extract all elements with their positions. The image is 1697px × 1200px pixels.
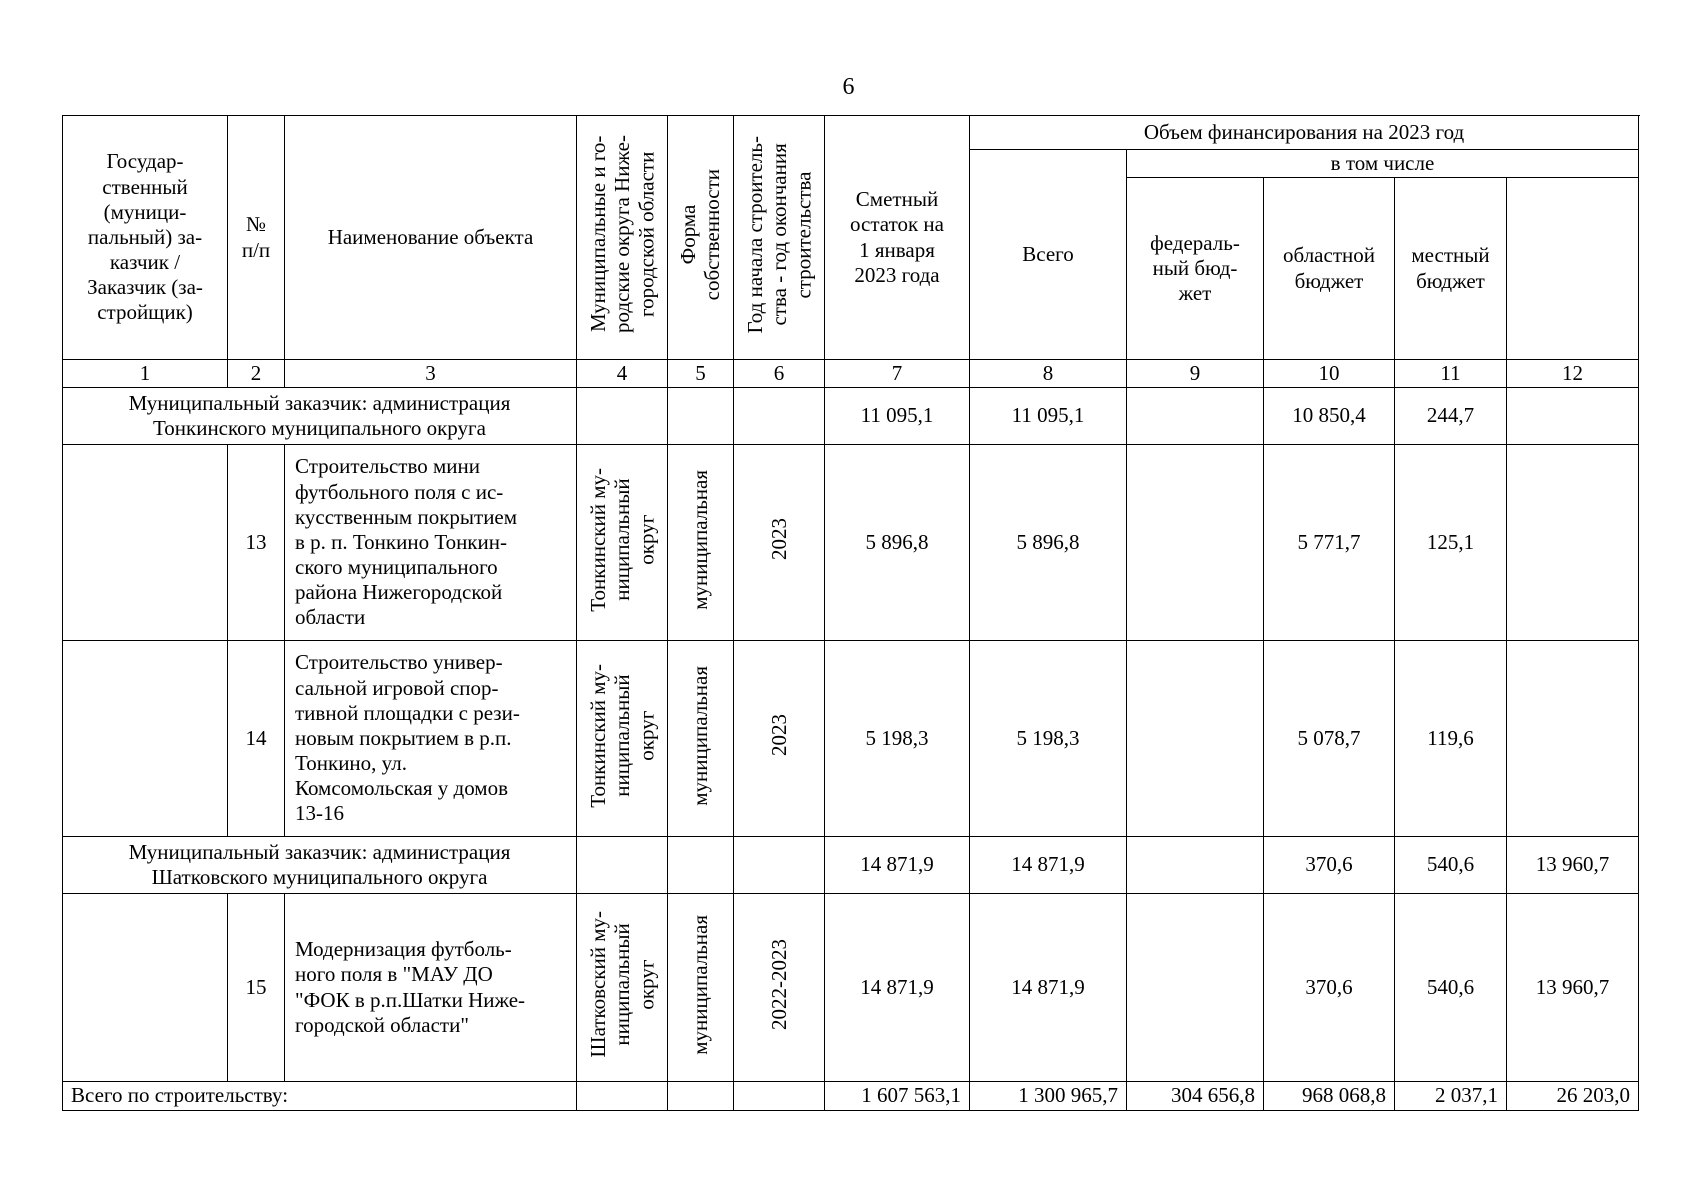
- object-row: [63, 445, 1639, 641]
- ownership: муниципальная: [688, 914, 713, 1055]
- total-label: Всего по строительству:: [63, 1082, 577, 1111]
- header-customer: Государ- ственный (муници- пальный) за- казчик / Заказчик (за- стройщик): [63, 116, 228, 360]
- federal-budget: [1127, 445, 1264, 641]
- row-number: 13: [228, 445, 285, 641]
- header-ownership-cell: [668, 116, 734, 360]
- column-number: 2: [228, 360, 285, 388]
- district: Тонкинский му- ниципальный округ: [585, 663, 659, 808]
- column-number: 4: [577, 360, 668, 388]
- header-object-name: Наименование объекта: [285, 116, 577, 360]
- customer-name: Муниципальный заказчик: администрация Шатковского муниципального округа: [63, 837, 577, 894]
- estimated-balance: 14 871,9: [825, 894, 970, 1082]
- row-number: 14: [228, 641, 285, 837]
- district: Тонкинский му- ниципальный округ: [585, 467, 659, 612]
- row-number: 15: [228, 894, 285, 1082]
- page-number: 6: [842, 74, 855, 100]
- ownership: муниципальная: [688, 469, 713, 610]
- local-budget: 540,6: [1395, 894, 1507, 1082]
- object-row: [63, 641, 1639, 837]
- other-sources: 26 203,0: [1507, 1082, 1639, 1111]
- header-regional-budget: областной бюджет: [1264, 178, 1395, 360]
- customer-name: Муниципальный заказчик: администрация Тонкинского муниципального округа: [63, 388, 577, 445]
- column-number: 9: [1127, 360, 1264, 388]
- local-budget: 244,7: [1395, 388, 1507, 445]
- header-district-cell: [577, 116, 668, 360]
- estimated-balance: 11 095,1: [825, 388, 970, 445]
- header-years: Год начала строитель- ства - год окончания строительства: [742, 135, 816, 334]
- total-row: [63, 1082, 1639, 1111]
- estimated-balance: 1 607 563,1: [825, 1082, 970, 1111]
- regional-budget: 370,6: [1264, 837, 1395, 894]
- column-number: 12: [1507, 360, 1639, 388]
- total-funding: 14 871,9: [970, 894, 1127, 1082]
- years: 2023: [766, 518, 791, 561]
- total-funding: 14 871,9: [970, 837, 1127, 894]
- regional-budget: 10 850,4: [1264, 388, 1395, 445]
- header-total: Всего: [970, 150, 1127, 360]
- regional-budget: 968 068,8: [1264, 1082, 1395, 1111]
- regional-budget: 370,6: [1264, 894, 1395, 1082]
- customer-group-row: [63, 388, 1639, 445]
- column-number: 10: [1264, 360, 1395, 388]
- header-number: № п/п: [228, 116, 285, 360]
- other-sources: [1507, 445, 1639, 641]
- header-years-cell: [734, 116, 825, 360]
- total-funding: 5 896,8: [970, 445, 1127, 641]
- header-district: Муниципальные и го- родские округа Ниже- городской области: [585, 135, 659, 334]
- header-estimated-balance: Сметный остаток на 1 января 2023 года: [825, 116, 970, 360]
- header-funding-group: Объем финансирования на 2023 год: [970, 116, 1639, 150]
- federal-budget: [1127, 388, 1264, 445]
- regional-budget: 5 078,7: [1264, 641, 1395, 837]
- estimated-balance: 5 896,8: [825, 445, 970, 641]
- column-number: 8: [970, 360, 1127, 388]
- column-number: 3: [285, 360, 577, 388]
- column-number: 1: [63, 360, 228, 388]
- header-row-1: [63, 116, 1639, 150]
- object-name: Строительство универ- сальной игровой спор- тивной площадки с рези- новым покрытием в р.п. Тонкино, ул. Комсомольская у домов 13-16: [285, 641, 577, 837]
- header-ownership: Форма собственности: [676, 168, 725, 301]
- years: 2023: [766, 714, 791, 757]
- total-funding: 11 095,1: [970, 388, 1127, 445]
- column-number: 5: [668, 360, 734, 388]
- local-budget: 125,1: [1395, 445, 1507, 641]
- federal-budget: [1127, 641, 1264, 837]
- ownership: муниципальная: [688, 665, 713, 806]
- estimated-balance: 14 871,9: [825, 837, 970, 894]
- other-sources: 13 960,7: [1507, 837, 1639, 894]
- customer-group-row: [63, 837, 1639, 894]
- column-numbers-row: [63, 360, 1639, 388]
- federal-budget: [1127, 894, 1264, 1082]
- total-funding: 5 198,3: [970, 641, 1127, 837]
- column-number: 11: [1395, 360, 1507, 388]
- other-sources: [1507, 388, 1639, 445]
- column-number: 6: [734, 360, 825, 388]
- local-budget: 119,6: [1395, 641, 1507, 837]
- total-funding: 1 300 965,7: [970, 1082, 1127, 1111]
- local-budget: 540,6: [1395, 837, 1507, 894]
- federal-budget: 304 656,8: [1127, 1082, 1264, 1111]
- object-name: Строительство мини футбольного поля с ис- кусственным покрытием в р. п. Тонкино Тонкин- ского муниципального района Нижегородской области: [285, 445, 577, 641]
- district: Шатковский му- ниципальный округ: [585, 911, 659, 1058]
- other-sources: 13 960,7: [1507, 894, 1639, 1082]
- other-sources: [1507, 641, 1639, 837]
- federal-budget: [1127, 837, 1264, 894]
- header-federal-budget: федераль- ный бюд- жет: [1127, 178, 1264, 360]
- estimated-balance: 5 198,3: [825, 641, 970, 837]
- regional-budget: 5 771,7: [1264, 445, 1395, 641]
- years: 2022-2023: [766, 938, 791, 1030]
- header-local-budget: местный бюджет: [1395, 178, 1507, 360]
- local-budget: 2 037,1: [1395, 1082, 1507, 1111]
- object-row: [63, 894, 1639, 1082]
- column-number: 7: [825, 360, 970, 388]
- financing-table: [62, 115, 1639, 1111]
- header-including: в том числе: [1127, 150, 1639, 178]
- object-name: Модернизация футболь- ного поля в "МАУ ДО "ФОК в р.п.Шатки Ниже- городской области": [285, 894, 577, 1082]
